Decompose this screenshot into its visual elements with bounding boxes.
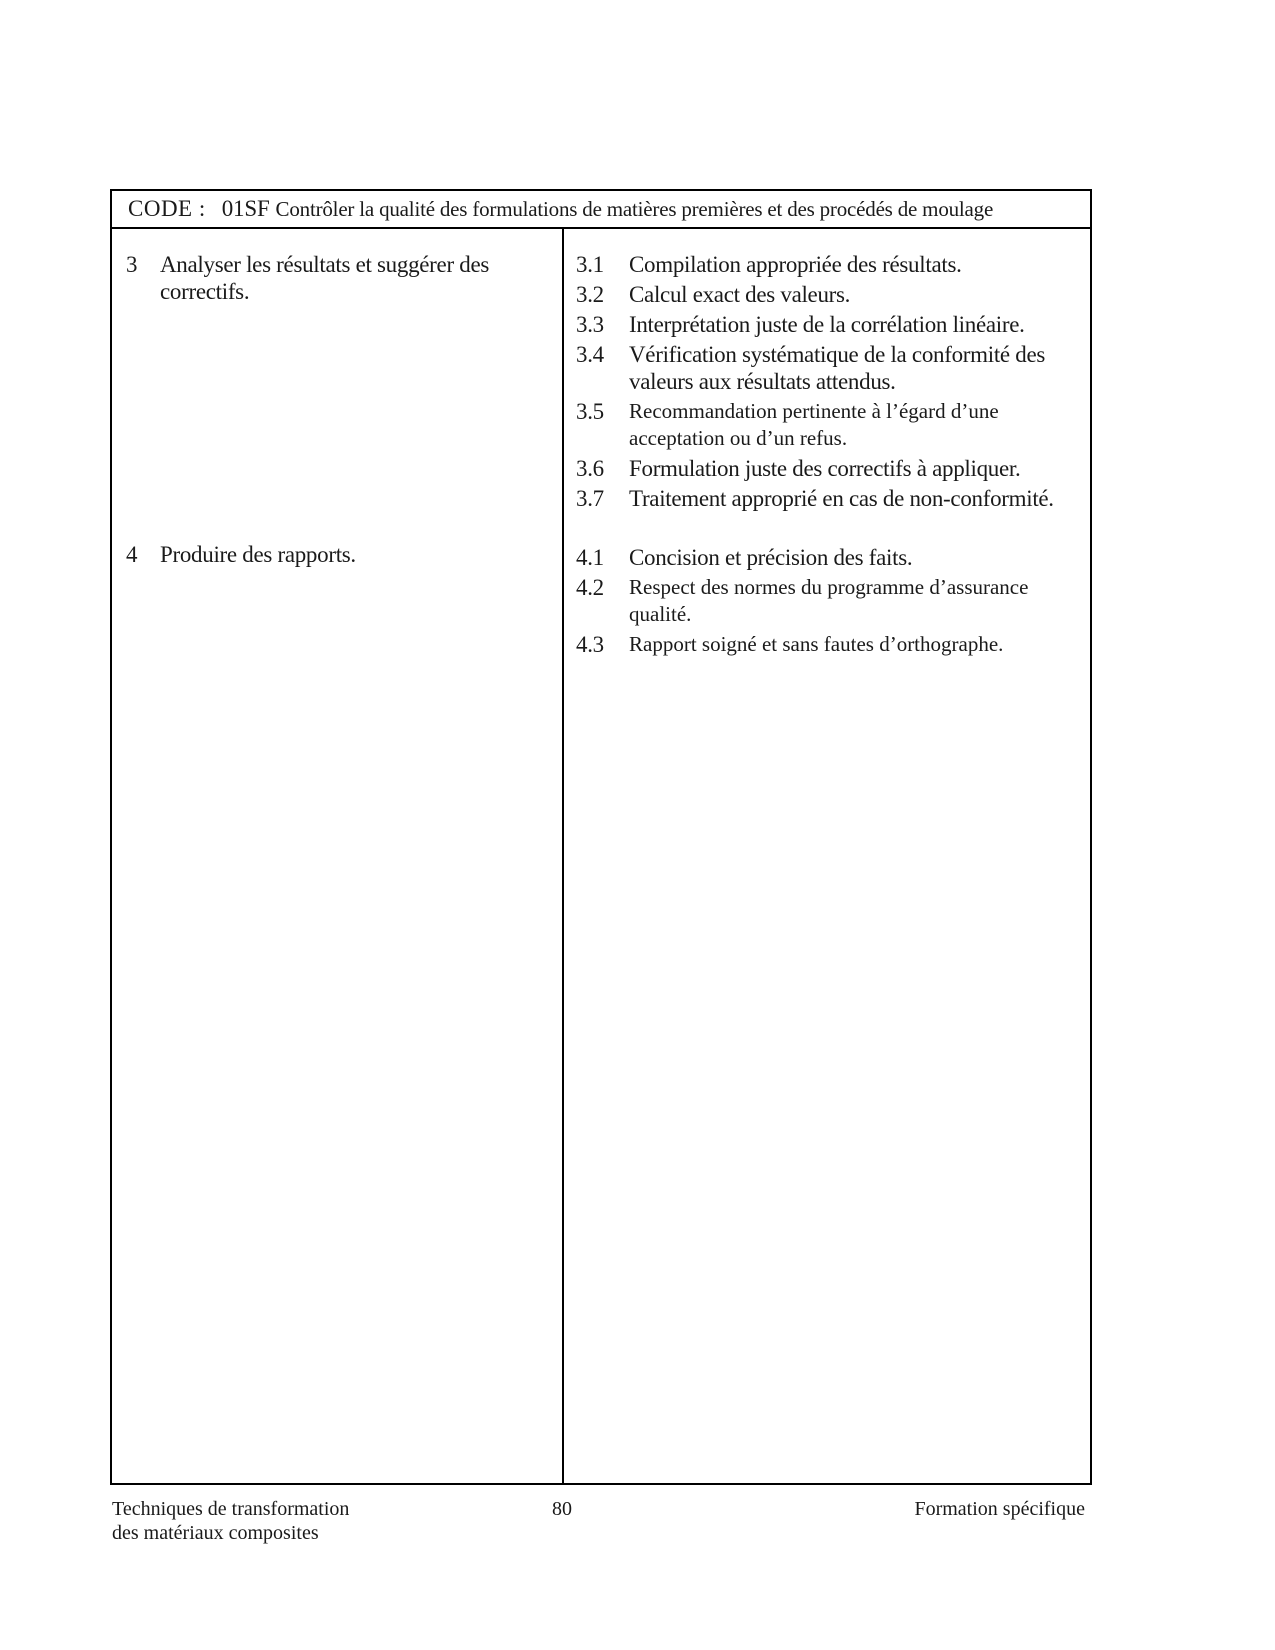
element-number: 4 <box>126 542 138 567</box>
element-number: 3 <box>126 252 138 277</box>
criterion-item <box>576 544 1081 571</box>
footer-program-line2: des matériaux composites <box>112 1522 319 1544</box>
competency-title: Contrôler la qualité des formulations de matières premières et des procédés de moulage <box>275 196 994 221</box>
page-number: 80 <box>552 1498 572 1520</box>
criterion-number: 4.2 <box>576 575 604 600</box>
criterion-number: 4.1 <box>576 545 604 570</box>
criterion-number: 3.3 <box>576 312 604 337</box>
criterion-text: Rapport soigné et sans fautes d’orthographe. <box>629 632 1004 656</box>
criterion-number: 3.1 <box>576 252 604 277</box>
competency-table <box>110 189 1092 1485</box>
code-value: 01SF <box>221 196 270 221</box>
criterion-text: Interprétation juste de la corrélation linéaire. <box>629 312 1025 337</box>
criterion-text: Compilation appropriée des résultats. <box>629 252 962 277</box>
criterion-text: Calcul exact des valeurs. <box>629 282 851 307</box>
criterion-number: 3.2 <box>576 282 604 307</box>
criterion-text: Concision et précision des faits. <box>629 545 913 570</box>
criteria-column <box>576 251 1081 686</box>
element-text: Produire des rapports. <box>160 542 356 567</box>
criteria-group <box>576 544 1081 658</box>
criterion-item <box>576 311 1081 338</box>
code-label: CODE : <box>128 196 206 221</box>
footer-section-name: Formation spécifique <box>914 1498 1085 1520</box>
column-divider <box>562 227 564 1483</box>
criterion-number: 3.4 <box>576 342 604 367</box>
criterion-item <box>576 574 1081 628</box>
criterion-number: 4.3 <box>576 632 604 657</box>
criterion-number: 3.5 <box>576 399 604 424</box>
criterion-item <box>576 398 1081 452</box>
criterion-item <box>576 485 1081 512</box>
footer-program-line1: Techniques de transformation <box>112 1498 350 1520</box>
criterion-number: 3.7 <box>576 486 604 511</box>
element-item <box>126 251 546 305</box>
criterion-item <box>576 455 1081 482</box>
criterion-item <box>576 251 1081 278</box>
criterion-text: Vérification systématique de la conformité des valeurs aux résultats attendus. <box>629 342 1046 394</box>
criterion-text: Respect des normes du programme d’assurance qualité. <box>629 575 1029 626</box>
element-text: Analyser les résultats et suggérer des correctifs. <box>160 252 490 304</box>
element-group <box>126 541 546 568</box>
footer-program-title <box>112 1497 349 1545</box>
criterion-number: 3.6 <box>576 456 604 481</box>
criterion-item <box>576 341 1081 395</box>
criterion-text: Traitement approprié en cas de non-conformité. <box>629 486 1054 511</box>
criterion-text: Recommandation pertinente à l’égard d’une acceptation ou d’un refus. <box>629 399 999 450</box>
criterion-text: Formulation juste des correctifs à appliquer. <box>629 456 1021 481</box>
criterion-item <box>576 631 1081 658</box>
table-header <box>112 191 1090 229</box>
element-item <box>126 541 546 568</box>
criterion-item <box>576 281 1081 308</box>
element-group <box>126 251 546 513</box>
criteria-group <box>576 251 1081 512</box>
elements-column <box>126 251 546 596</box>
